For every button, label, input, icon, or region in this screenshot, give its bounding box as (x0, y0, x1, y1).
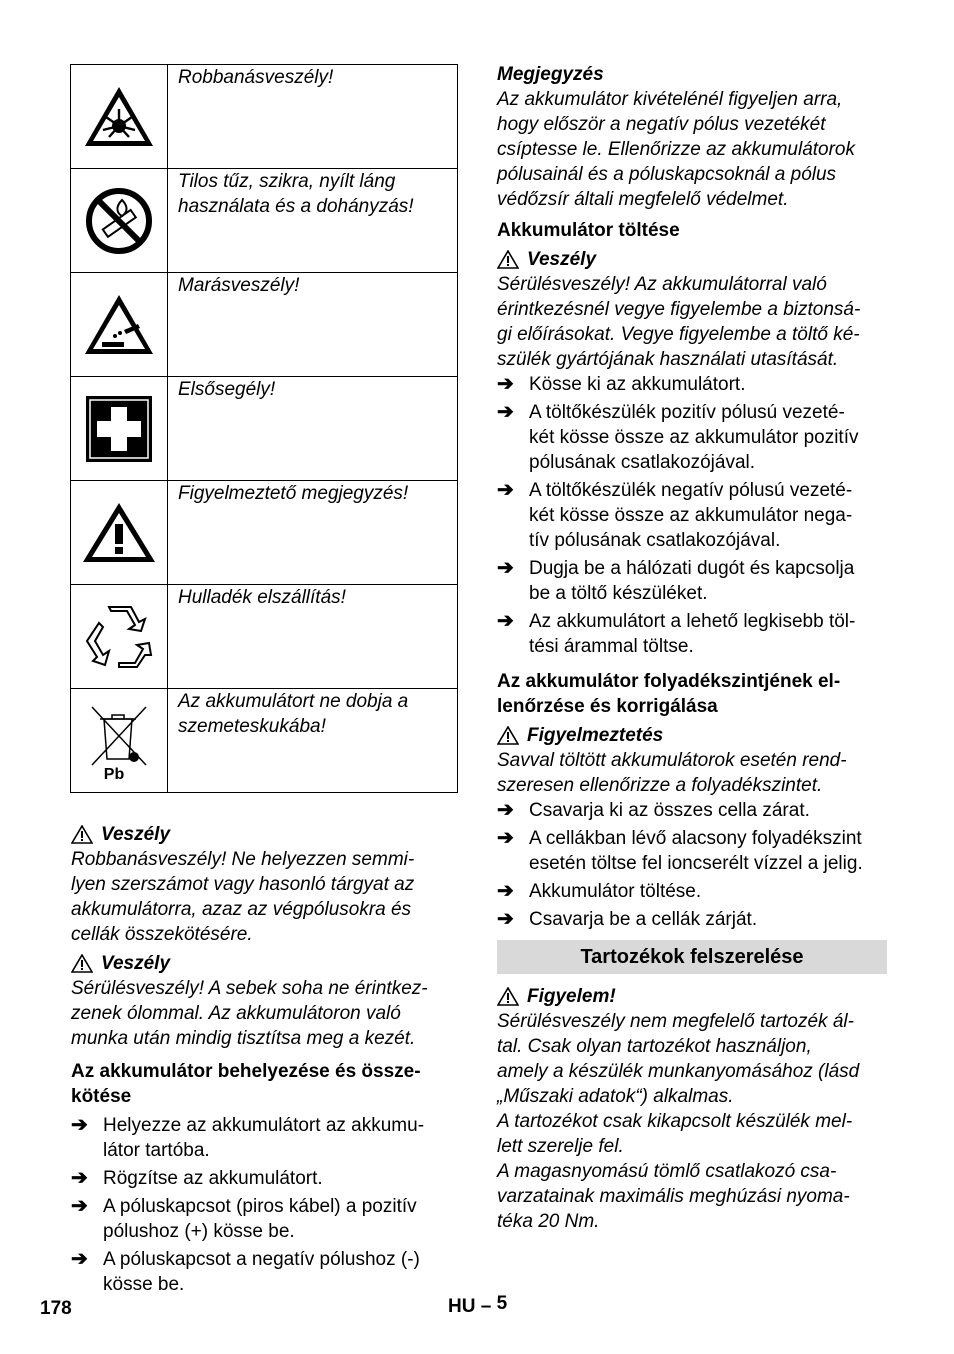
step-item (497, 478, 887, 553)
symbol-row (71, 169, 458, 273)
text-line: lenőrzése és korrigálása (497, 696, 718, 717)
attention-heading (497, 984, 887, 1009)
install-heading (71, 1059, 459, 1109)
symbol-row (71, 689, 458, 793)
text-line: Csavarja ki az összes cella zárat. (529, 800, 810, 821)
text-line: Dugja be a hálózati dugót és kapcsolja (529, 558, 855, 579)
danger-heading (497, 247, 887, 272)
text-line: A magasnyomású tömlő csatlakozó csa- (497, 1161, 837, 1182)
symbol-label-line: használata és a dohányzás! (178, 196, 414, 217)
text-line: A töltőkészülék negatív pólusú vezeté- (529, 480, 853, 501)
step-item (497, 879, 887, 904)
language-code: HU (448, 1296, 476, 1317)
danger-title: Veszély (101, 953, 171, 974)
symbol-row (71, 585, 458, 689)
arrow-right-icon: ➔ (497, 373, 514, 395)
text-line: Rögzítse az akkumulátort. (103, 1168, 323, 1189)
text-line: tési árammal töltse. (529, 636, 694, 657)
text-line: A tartozékot csak kikapcsolt készülék mel- (497, 1111, 853, 1132)
text-line: pólushoz (+) kösse be. (103, 1221, 295, 1242)
text-line: két kösse össze az akkumulátor pozitív (529, 427, 859, 448)
no-bin-pb-icon (71, 689, 168, 793)
step-item (71, 1113, 459, 1163)
text-line: Robbanásveszély! Ne helyezzen semmi- (71, 849, 415, 870)
general-warning-icon (71, 481, 168, 585)
step-item (497, 556, 887, 606)
danger-text (71, 976, 459, 1051)
text-line: Az akkumulátort a lehető legkisebb töl- (529, 611, 856, 632)
text-line: varzatainak maximális meghúzási nyoma- (497, 1186, 850, 1207)
text-line: tív pólusának csatlakozójával. (529, 530, 781, 551)
text-line: Kösse ki az akkumulátort. (529, 374, 746, 395)
symbol-label (168, 689, 458, 793)
text-line: A póluskapcsot a negatív pólushoz (-) (103, 1249, 420, 1270)
dash: – (480, 1296, 492, 1317)
text-line: A cellákban lévő alacsony folyadékszint (529, 828, 862, 849)
text-line: „Műszaki adatok“) alkalmas. (497, 1086, 734, 1107)
charge-steps (497, 372, 887, 659)
arrow-right-icon: ➔ (71, 1195, 88, 1217)
text-line: kösse be. (103, 1274, 185, 1295)
corrosive-warning-icon (71, 273, 168, 377)
text-line: Az akkumulátor kivételénél figyeljen arra, (497, 89, 843, 110)
warning-title: Figyelmeztetés (527, 725, 664, 746)
symbol-label-line: Az akkumulátort ne dobja a (178, 691, 409, 712)
arrow-right-icon: ➔ (71, 1114, 88, 1136)
text-line: amely a készülék munkanyomásához (lásd (497, 1061, 860, 1082)
text-line: pólusának csatlakozójával. (529, 452, 756, 473)
install-steps (71, 1113, 459, 1297)
text-line: téka 20 Nm. (497, 1211, 600, 1232)
danger-heading (71, 951, 459, 976)
arrow-right-icon: ➔ (71, 1167, 88, 1189)
text-line: lyen szerszámot vagy hasonló tárgyat az (71, 874, 415, 895)
step-item (497, 609, 887, 659)
text-line: hogy először a negatív pólus vezetékét (497, 114, 826, 135)
arrow-right-icon: ➔ (497, 557, 514, 579)
arrow-right-icon: ➔ (497, 827, 514, 849)
text-line: Csavarja be a cellák zárját. (529, 909, 758, 930)
danger-heading (71, 822, 459, 847)
warning-triangle-icon (497, 726, 519, 745)
text-line: érintkezésnél vegye figyelembe a biztonsá- (497, 299, 861, 320)
arrow-right-icon: ➔ (497, 880, 514, 902)
level-steps (497, 798, 887, 932)
text-line: két kösse össze az akkumulátor nega- (529, 505, 853, 526)
attention-title: Figyelem! (527, 986, 616, 1007)
text-line: Sérülésveszély! A sebek soha ne érintkez- (71, 978, 428, 999)
text-line: Sérülésveszély nem megfelelő tartozék ál- (497, 1011, 854, 1032)
danger-text (497, 272, 887, 372)
arrow-right-icon: ➔ (497, 401, 514, 423)
step-item (497, 400, 887, 475)
text-line: munka után mindig tisztítsa meg a kezét. (71, 1028, 416, 1049)
text-line: szülék gyártójának használati utasítását. (497, 349, 839, 370)
symbol-row (71, 377, 458, 481)
safety-symbols-table (70, 64, 458, 793)
symbol-label (168, 169, 458, 273)
text-line: pólusainál és a póluskapcsoknál a pólus (497, 164, 837, 185)
text-line: Az akkumulátor behelyezése és össze- (71, 1061, 421, 1082)
attention-text (497, 1009, 887, 1234)
danger-title: Veszély (101, 824, 171, 845)
first-aid-icon (71, 377, 168, 481)
step-item (497, 826, 887, 876)
right-column (497, 62, 887, 1234)
text-line: látor tartóba. (103, 1140, 210, 1161)
text-line: zenek ólommal. Az akkumulátoron való (71, 1003, 401, 1024)
danger-text (71, 847, 459, 947)
symbol-row (71, 481, 458, 585)
text-line: Helyezze az akkumulátort az akkumu- (103, 1115, 425, 1136)
symbol-label: Figyelmeztető megjegyzés! (168, 481, 458, 585)
note-text (497, 87, 887, 212)
symbol-label: Marásveszély! (168, 273, 458, 377)
text-line: A póluskapcsot (piros kábel) a pozitív (103, 1196, 417, 1217)
text-line: Akkumulátor töltése. (529, 881, 702, 902)
warning-triangle-icon (71, 825, 93, 844)
step-item (71, 1166, 459, 1191)
symbol-row (71, 65, 458, 169)
text-line: akkumulátorra, azaz az végpólusokra és (71, 899, 412, 920)
warning-text (497, 748, 887, 798)
step-item (497, 907, 887, 932)
no-fire-no-smoking-icon (71, 169, 168, 273)
language-page-label (448, 1293, 508, 1318)
text-line: be a töltő készüléket. (529, 583, 708, 604)
note-title: Megjegyzés (497, 64, 604, 85)
step-item (497, 798, 887, 823)
text-line: A töltőkészülék pozitív pólusú vezeté- (529, 402, 845, 423)
step-item (497, 372, 887, 397)
arrow-right-icon: ➔ (497, 479, 514, 501)
text-line: gi előírásokat. Vegye figyelembe a töltő ké- (497, 324, 860, 345)
symbol-row (71, 273, 458, 377)
left-column (71, 818, 459, 1300)
page-number: 178 (40, 1298, 72, 1319)
symbol-label-line: Tilos tűz, szikra, nyílt láng (178, 171, 396, 192)
section-title-bar: Tartozékok felszerelése (497, 940, 887, 974)
arrow-right-icon: ➔ (497, 610, 514, 632)
level-heading (497, 669, 887, 719)
step-item (71, 1247, 459, 1297)
warning-heading (497, 723, 887, 748)
text-line: tal. Csak olyan tartozékot használjon, (497, 1036, 812, 1057)
text-line: szeresen ellenőrizze a folyadékszintet. (497, 775, 823, 796)
text-line: védőzsír általi megfelelő védelmet. (497, 189, 789, 210)
text-line: cellák összekötésére. (71, 924, 253, 945)
arrow-right-icon: ➔ (71, 1248, 88, 1270)
warning-triangle-icon (497, 987, 519, 1006)
charge-heading: Akkumulátor töltése (497, 220, 680, 241)
text-line: Savval töltött akkumulátorok esetén rend- (497, 750, 847, 771)
warning-triangle-icon (497, 250, 519, 269)
text-line: lett szerelje fel. (497, 1136, 624, 1157)
arrow-right-icon: ➔ (497, 908, 514, 930)
symbol-pb-label: Pb (103, 765, 125, 783)
symbol-label: Robbanásveszély! (168, 65, 458, 169)
text-line: Sérülésveszély! Az akkumulátorral való (497, 274, 827, 295)
arrow-right-icon: ➔ (497, 799, 514, 821)
text-line: Az akkumulátor folyadékszintjének el- (497, 671, 841, 692)
warning-triangle-icon (71, 954, 93, 973)
text-line: esetén töltse fel ioncserélt vízzel a jelig. (529, 853, 863, 874)
danger-title: Veszély (527, 249, 597, 270)
recycling-icon (71, 585, 168, 689)
section-page-number: 5 (496, 1293, 508, 1314)
text-line: kötése (71, 1086, 132, 1107)
step-item (71, 1194, 459, 1244)
symbol-label: Elsősegély! (168, 377, 458, 481)
explosion-warning-icon (71, 65, 168, 169)
symbol-label-line: szemeteskukába! (178, 716, 326, 737)
text-line: csíptesse le. Ellenőrizze az akkumulátorok (497, 139, 855, 160)
symbol-label: Hulladék elszállítás! (168, 585, 458, 689)
